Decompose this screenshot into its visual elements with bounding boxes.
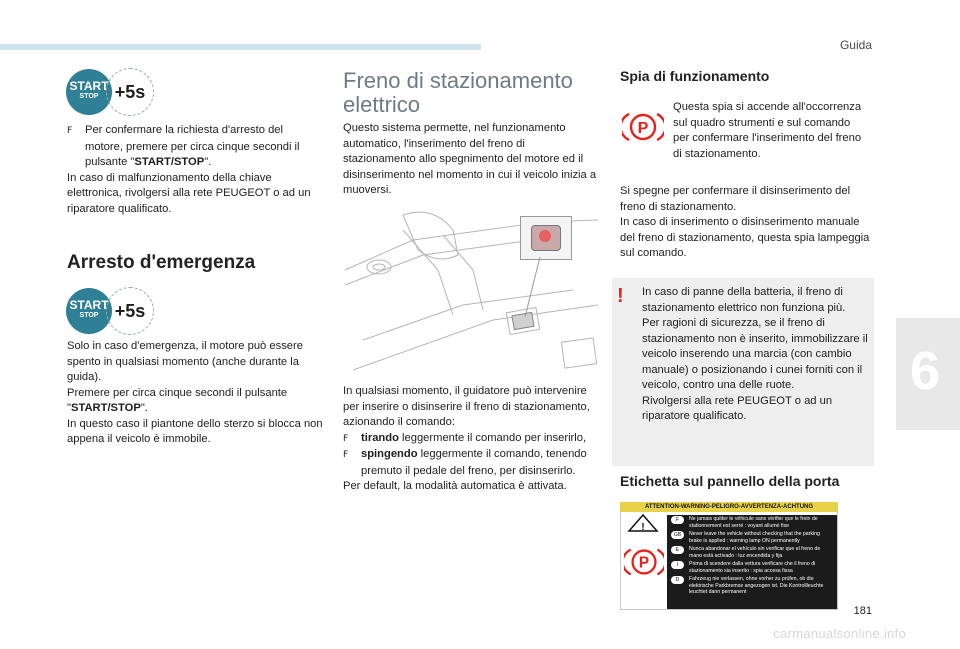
- malfunction-text: In caso di malfunzionamento della chiave elettronica, rivolgersi alla rete PEUGEOT o ad un riparatore qualificato.: [67, 171, 311, 215]
- bullet-icon: [67, 123, 85, 140]
- emergency-title: Arresto d'emergenza: [67, 252, 256, 273]
- left-intro: [67, 123, 322, 217]
- watermark: carmanualsonline.info: [773, 626, 906, 641]
- warning-icon: !: [617, 285, 624, 307]
- label-line: GB Never leave the vehicle without checking that the parking brake is applied : warning lamp ON permanently: [667, 530, 837, 545]
- parking-brake-title: Freno di stazionamento elettrico: [343, 68, 573, 117]
- timer-icon: +5s: [106, 287, 154, 335]
- spia-text: Questa spia si accende all'occorrenza sul quadro strumenti e sul comando per confermare l'inserimento del freno di stazionamento.: [673, 101, 862, 160]
- start-stop-icon-2: [66, 287, 154, 335]
- emergency-p3: In questo caso il piantone dello sterzo si blocca non appena il veicolo è immobile.: [67, 417, 323, 445]
- bullet-item: FPer confermare la richiesta d'arresto del motore, premere per circa cinque secondi il pulsante "START/STOP".: [67, 123, 322, 171]
- brake-switch-inset: [520, 216, 572, 260]
- label-line: F Ne jamais quitter le véhicule sans vérifier que le frein de stationnement est serré : voyant allumé fixe: [667, 515, 837, 530]
- door-label-header: ATTENTION-WARNING-PELIGRO-AVVERTENZA-ACHTUNG: [620, 502, 838, 512]
- label-line: I Prima di scendere dalla vettura verificare che il freno di stazionamento sia inserito : spia accesa fissa: [667, 560, 837, 575]
- emergency-body: [67, 339, 325, 448]
- spia-title: Spia di funzionamento: [620, 68, 770, 84]
- emergency-p2: Premere per circa cinque secondi il pulsante "START/STOP".: [67, 386, 288, 414]
- parking-brake-warning-icon: [622, 110, 664, 144]
- spia-off-text: Si spegne per confermare il disinserimento del freno di stazionamento. In caso di inserimento o disinserimento manuale del freno di stazionamento, questa spia lampeggia sul comando.: [620, 185, 870, 259]
- header-bar: [0, 44, 481, 50]
- parking-brake-usage: [343, 384, 599, 495]
- chapter-number: 6: [909, 341, 940, 401]
- bullet-icon: [343, 447, 361, 464]
- bullet-icon: [343, 431, 361, 448]
- start-stop-button-icon: START STOP: [66, 69, 112, 115]
- svg-text:!: !: [641, 522, 645, 533]
- warning-triangle-icon: [626, 513, 660, 533]
- label-line: D Fahrzeug nie verlassen, ohne vorher zu prüfen, ob die elektrische Parkbremse angezogen ist. Die Kontrollleuchte leuchtet dann permanent: [667, 575, 837, 597]
- p-light-icon: [539, 230, 551, 242]
- label-line: E Nunca abandonar el vehículo sin verificar que el freno de mano está activado : luz encendida y fija: [667, 545, 837, 560]
- emergency-p1: Solo in caso d'emergenza, il motore può essere spento in qualsiasi momento (anche durante la guida).: [67, 340, 303, 383]
- parking-brake-intro: Questo sistema permette, nel funzionamento automatico, l'inserimento del freno di stazionamento allo spegnimento del motore ed il disinserimento nel momento in cui il veicolo inizia a muoversi.: [343, 122, 597, 196]
- door-label-title: Etichetta sul pannello della porta: [620, 473, 840, 489]
- parking-brake-label-icon: [624, 545, 664, 579]
- svg-text:P: P: [637, 120, 649, 137]
- bullet-item: Fspingendo leggermente il comando, tenendo premuto il pedale del freno, per disinserirlo.: [343, 447, 599, 479]
- timer-icon: +5s: [106, 68, 154, 116]
- svg-text:P: P: [638, 554, 650, 572]
- bullet-item: Ftirando leggermente il comando per inserirlo,: [343, 431, 599, 448]
- page-number: 181: [853, 605, 872, 617]
- start-stop-icon: [66, 68, 154, 116]
- any-time-text: In qualsiasi momento, il guidatore può intervenire per inserire o disinserire il freno di stazionamento, azionando il comando:: [343, 385, 590, 428]
- section-title: Guida: [839, 38, 872, 52]
- inset-pointer: [520, 257, 560, 317]
- warning-text: In caso di panne della batteria, il freno di stazionamento elettrico non funziona più. Per ragioni di sicurezza, se il freno di stazionamento non è inserito, immobilizzare il veicolo inserendo una marcia (con cambio manuale) o posizionando i cunei forniti con il veicolo, contro una delle ruote. Rivolgersi alla rete PEUGEOT o ad un riparatore qualificato.: [642, 286, 868, 422]
- start-stop-button-icon: START STOP: [66, 288, 112, 334]
- door-label-text-panel: [667, 515, 837, 609]
- default-text: Per default, la modalità automatica è attivata.: [343, 480, 567, 492]
